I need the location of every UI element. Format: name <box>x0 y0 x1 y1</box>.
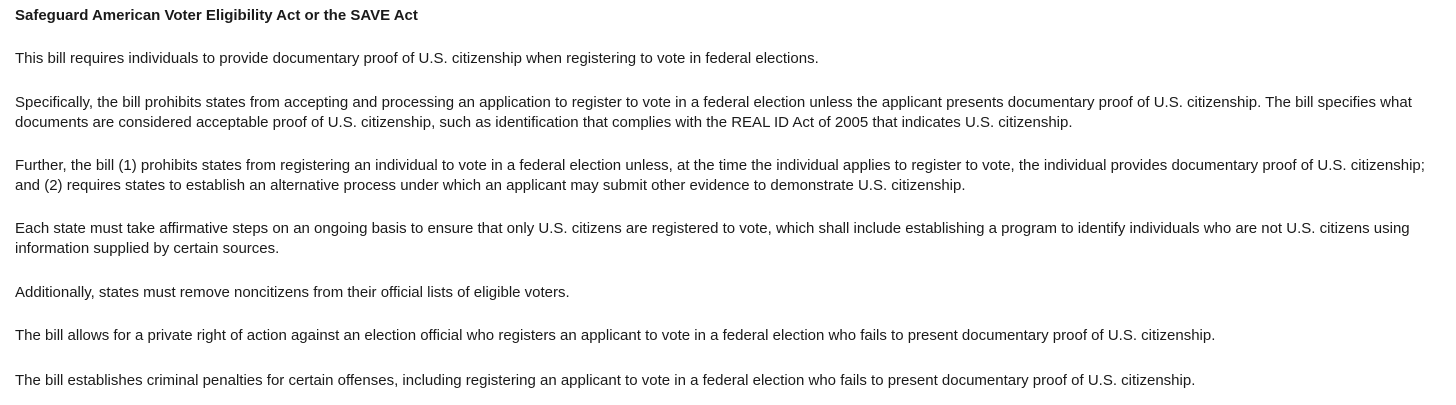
paragraph-registration-process: Further, the bill (1) prohibits states from registering an individual to vote in a federal election unless, at the time the individual applies to register to vote, the individual provides documentary proof of U.S. citizenship; and (2) requires states to establish an alternative process under which an applicant may submit other evidence to demonstrate U.S. citizenship. <box>15 157 1425 194</box>
paragraph-voter-list-removal: Additionally, states must remove noncitizens from their official lists of eligible voters. <box>15 284 570 301</box>
paragraph-ongoing-verification: Each state must take affirmative steps on an ongoing basis to ensure that only U.S. citizens are registered to vote, which shall include establishing a program to identify individuals who are not U.S. citizens using information supplied by certain sources. <box>15 220 1410 257</box>
paragraph-private-right-of-action: The bill allows for a private right of action against an election official who registers an applicant to vote in a federal election who fails to present documentary proof of U.S. citizenship. <box>15 327 1216 344</box>
paragraph-overview: This bill requires individuals to provide documentary proof of U.S. citizenship when registering to vote in federal elections. <box>15 50 819 67</box>
document-title: Safeguard American Voter Eligibility Act or the SAVE Act <box>15 7 418 24</box>
paragraph-criminal-penalties: The bill establishes criminal penalties for certain offenses, including registering an applicant to vote in a federal election who fails to present documentary proof of U.S. citizenship. <box>15 372 1196 389</box>
paragraph-application-requirement: Specifically, the bill prohibits states from accepting and processing an application to register to vote in a federal election unless the applicant presents documentary proof of U.S. citizenship. The bill specifies what documents are considered acceptable proof of U.S. citizenship, such as identification that complies with the REAL ID Act of 2005 that indicates U.S. citizenship. <box>15 94 1412 131</box>
